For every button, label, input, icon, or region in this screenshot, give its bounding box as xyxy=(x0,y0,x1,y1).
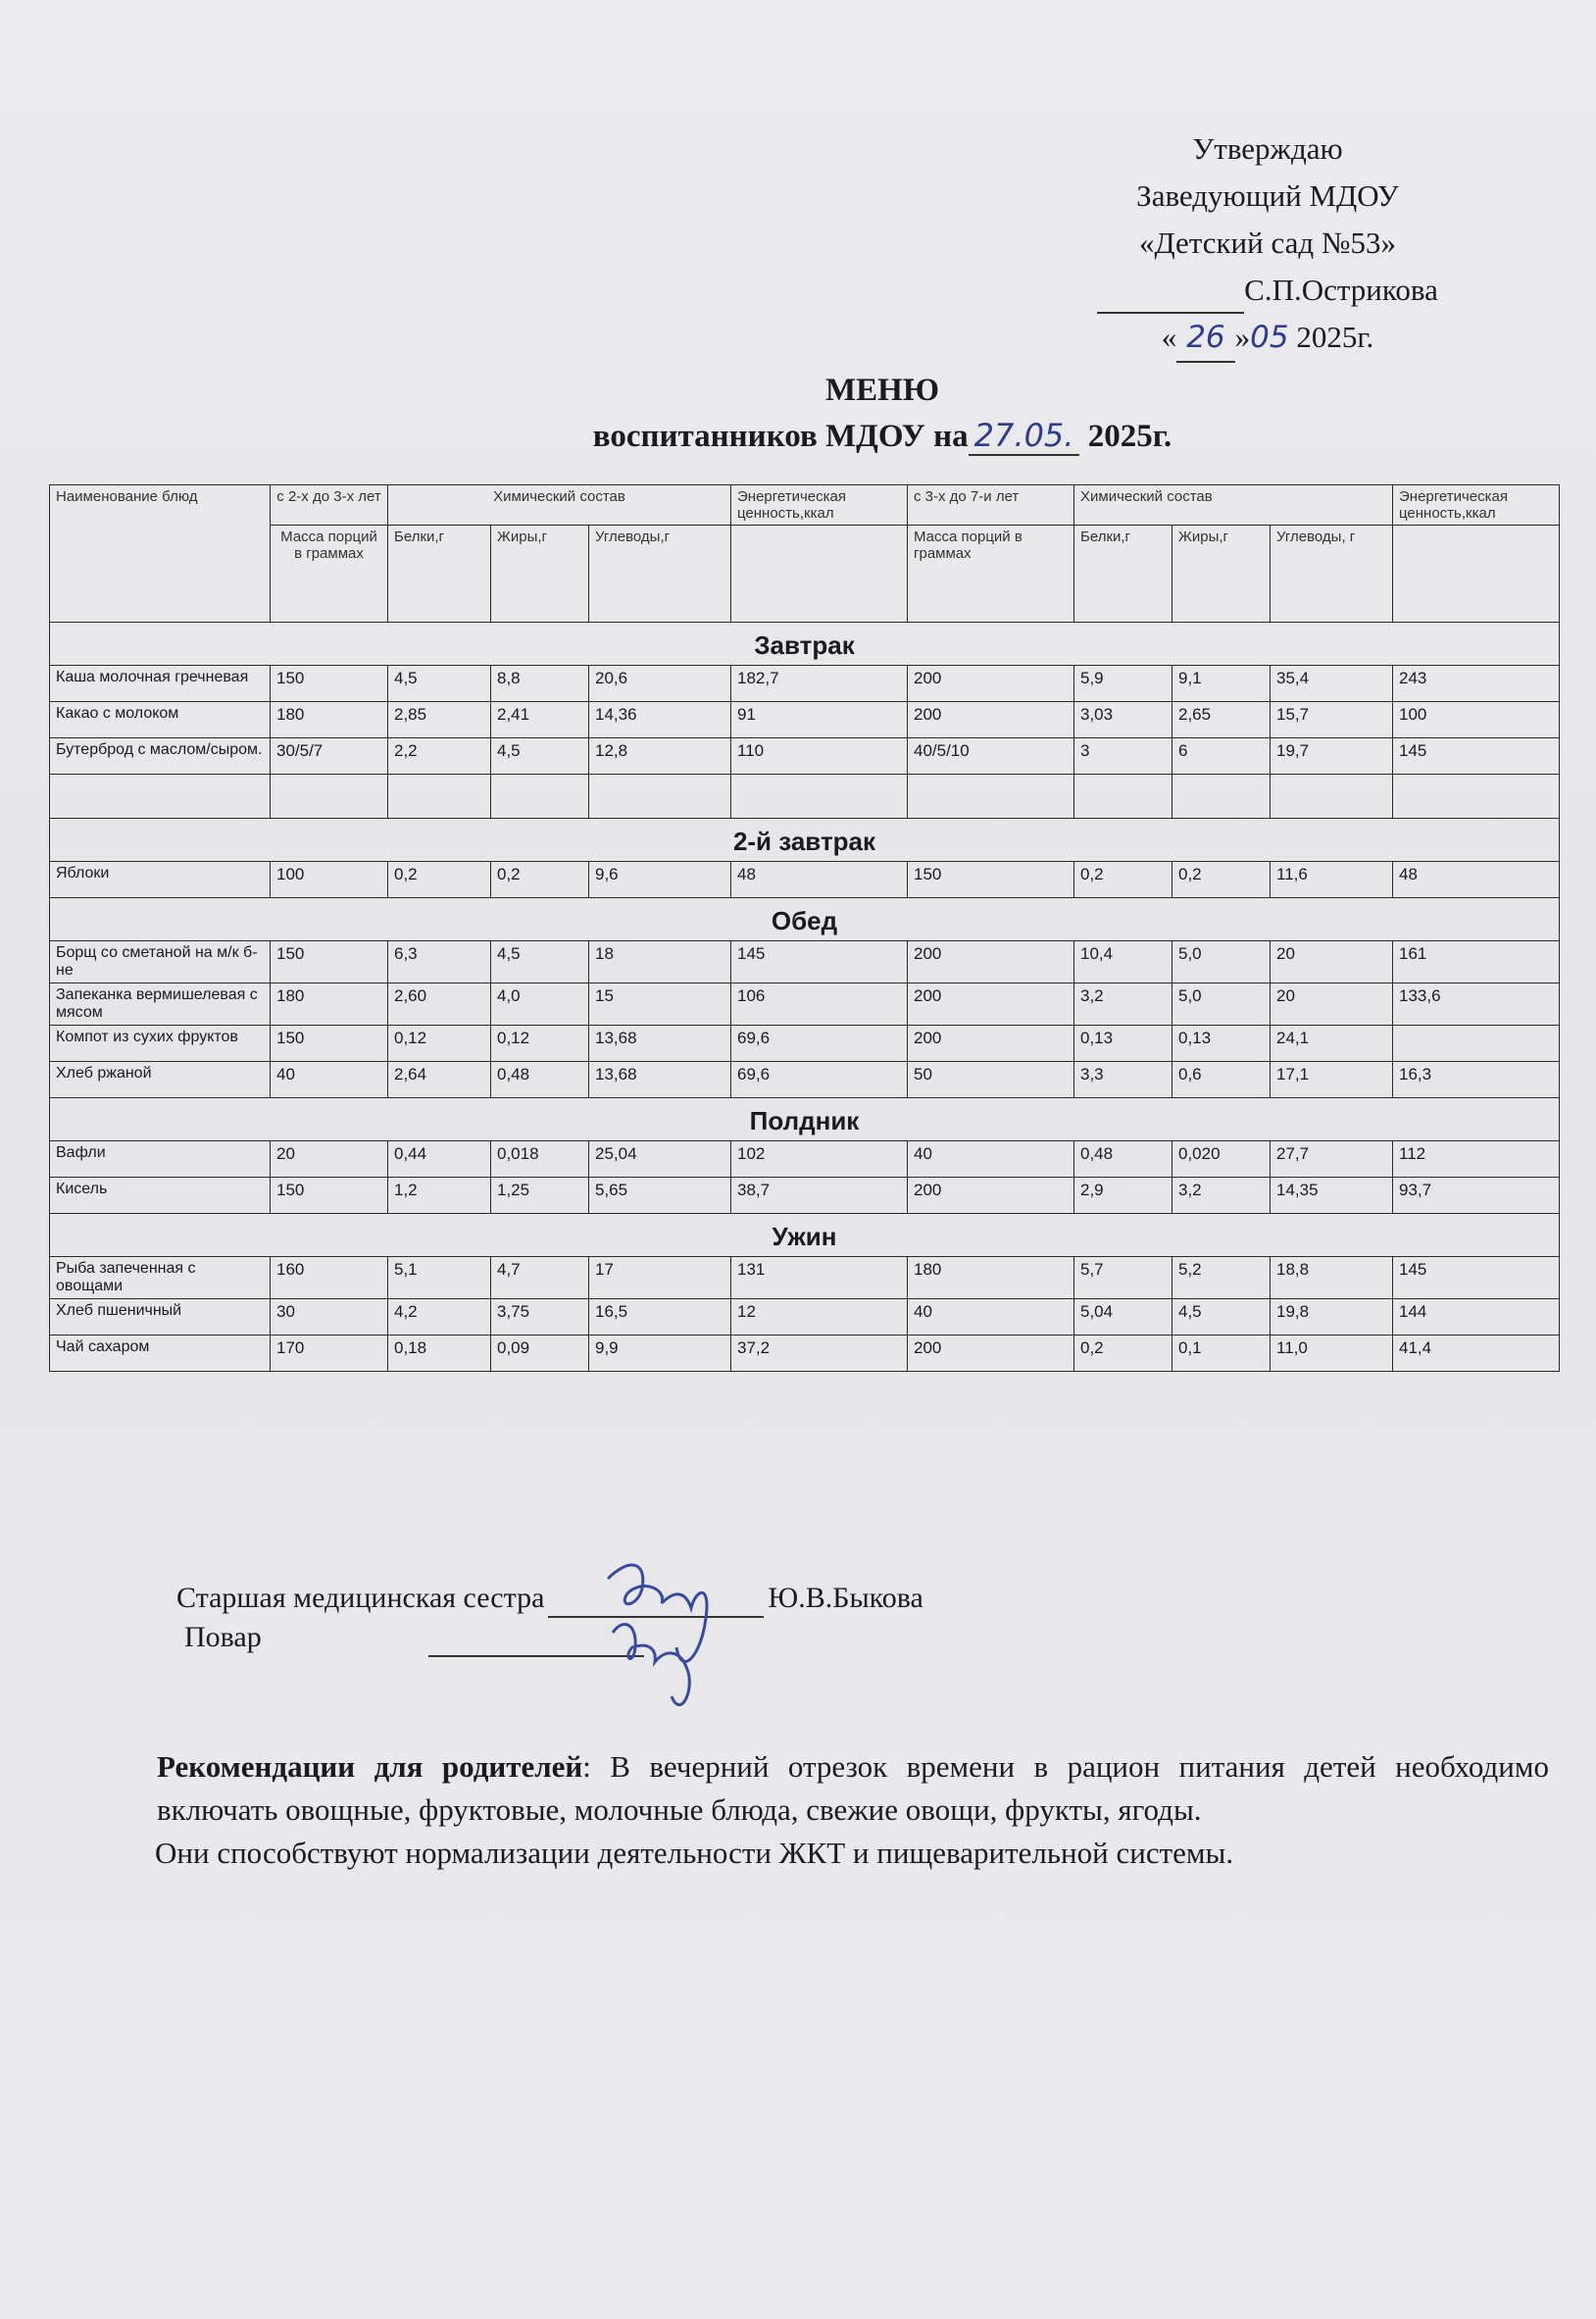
menu-table xyxy=(49,484,1560,1372)
value-cell: 6,3 xyxy=(388,941,491,983)
dish-name-cell: Каша молочная гречневая xyxy=(50,666,271,702)
value-cell: 112 xyxy=(1393,1141,1560,1178)
nurse-label: Старшая медицинская сестра xyxy=(176,1582,545,1614)
nurse-signature-row xyxy=(176,1579,923,1618)
value-cell: 18 xyxy=(589,941,731,983)
dish-name-cell xyxy=(50,775,271,819)
value-cell: 0,44 xyxy=(388,1141,491,1178)
value-cell: 20,6 xyxy=(589,666,731,702)
value-cell: 2,65 xyxy=(1172,702,1271,738)
date-quote-open: « xyxy=(1161,320,1177,354)
signature-line xyxy=(1097,284,1244,314)
value-cell: 5,2 xyxy=(1172,1257,1271,1299)
value-cell: 4,5 xyxy=(491,941,589,983)
value-cell: 4,5 xyxy=(1172,1299,1271,1336)
dish-name-cell: Запеканка вермишелевая с мясом xyxy=(50,983,271,1026)
dish-name-cell: Бутерброд с маслом/сыром. xyxy=(50,738,271,775)
value-cell: 0,18 xyxy=(388,1336,491,1372)
value-cell: 5,65 xyxy=(589,1178,731,1214)
value-cell: 10,4 xyxy=(1074,941,1172,983)
value-cell: 3,3 xyxy=(1074,1062,1172,1098)
value-cell: 200 xyxy=(908,983,1074,1026)
menu-title xyxy=(0,373,1596,409)
value-cell: 102 xyxy=(731,1141,908,1178)
value-cell: 40/5/10 xyxy=(908,738,1074,775)
value-cell: 161 xyxy=(1393,941,1560,983)
value-cell: 0,48 xyxy=(1074,1141,1172,1178)
recommendations-text: : В вечерний отрезок времени в рацион питания детей необходимо включать овощные, фруктовые, молочные блюда, свежие овощи, фрукты, ягоды. xyxy=(157,1749,1549,1827)
header-fat2: Жиры,г xyxy=(1172,526,1271,623)
approval-block xyxy=(993,126,1542,363)
dish-name-cell: Чай сахаром xyxy=(50,1336,271,1372)
value-cell: 9,1 xyxy=(1172,666,1271,702)
value-cell: 19,7 xyxy=(1271,738,1393,775)
dish-name-cell: Рыба запеченная с овощами xyxy=(50,1257,271,1299)
table-row xyxy=(50,738,1560,775)
recommendations-label: Рекомендации для родителей xyxy=(157,1749,583,1784)
menu-title-text: МЕНЮ xyxy=(825,373,939,408)
value-cell: 40 xyxy=(271,1062,388,1098)
value-cell: 4,5 xyxy=(388,666,491,702)
value-cell: 145 xyxy=(1393,1257,1560,1299)
table-row xyxy=(50,702,1560,738)
value-cell: 5,9 xyxy=(1074,666,1172,702)
value-cell: 2,85 xyxy=(388,702,491,738)
value-cell: 19,8 xyxy=(1271,1299,1393,1336)
section-title: Ужин xyxy=(50,1214,1560,1257)
table-row xyxy=(50,666,1560,702)
value-cell: 144 xyxy=(1393,1299,1560,1336)
value-cell: 9,6 xyxy=(589,862,731,898)
nurse-name: Ю.В.Быкова xyxy=(768,1582,923,1614)
value-cell: 3 xyxy=(1074,738,1172,775)
table-row xyxy=(50,1062,1560,1098)
section-title: 2-й завтрак xyxy=(50,819,1560,862)
value-cell: 106 xyxy=(731,983,908,1026)
value-cell: 3,2 xyxy=(1172,1178,1271,1214)
table-row xyxy=(50,775,1560,819)
value-cell: 8,8 xyxy=(491,666,589,702)
value-cell: 41,4 xyxy=(1393,1336,1560,1372)
value-cell: 30/5/7 xyxy=(271,738,388,775)
value-cell: 16,5 xyxy=(589,1299,731,1336)
value-cell: 20 xyxy=(1271,983,1393,1026)
value-cell: 180 xyxy=(271,983,388,1026)
value-cell: 3,75 xyxy=(491,1299,589,1336)
value-cell: 0,2 xyxy=(491,862,589,898)
value-cell: 14,35 xyxy=(1271,1178,1393,1214)
approval-position: Заведующий МДОУ xyxy=(1136,178,1399,213)
handwritten-signature xyxy=(588,1549,735,1726)
table-row xyxy=(50,1299,1560,1336)
approval-date-month: 05 xyxy=(1250,320,1289,355)
value-cell: 38,7 xyxy=(731,1178,908,1214)
header-age1: с 2-х до 3-х лет xyxy=(271,485,388,526)
value-cell: 20 xyxy=(1271,941,1393,983)
cook-label: Повар xyxy=(184,1621,262,1653)
approval-title: Утверждаю xyxy=(1192,131,1343,166)
value-cell: 0,12 xyxy=(388,1026,491,1062)
value-cell: 48 xyxy=(731,862,908,898)
value-cell: 11,6 xyxy=(1271,862,1393,898)
value-cell: 50 xyxy=(908,1062,1074,1098)
value-cell: 3,2 xyxy=(1074,983,1172,1026)
value-cell: 40 xyxy=(908,1299,1074,1336)
dish-name-cell: Хлеб пшеничный xyxy=(50,1299,271,1336)
value-cell: 15 xyxy=(589,983,731,1026)
value-cell: 1,25 xyxy=(491,1178,589,1214)
value-cell: 91 xyxy=(731,702,908,738)
value-cell: 69,6 xyxy=(731,1062,908,1098)
value-cell: 69,6 xyxy=(731,1026,908,1062)
value-cell: 182,7 xyxy=(731,666,908,702)
value-cell: 48 xyxy=(1393,862,1560,898)
header-fat1: Жиры,г xyxy=(491,526,589,623)
value-cell: 5,0 xyxy=(1172,941,1271,983)
value-cell: 4,5 xyxy=(491,738,589,775)
value-cell: 180 xyxy=(271,702,388,738)
table-row xyxy=(50,1336,1560,1372)
value-cell: 131 xyxy=(731,1257,908,1299)
value-cell xyxy=(1172,775,1271,819)
value-cell: 2,41 xyxy=(491,702,589,738)
signatures-block xyxy=(176,1579,923,1657)
value-cell: 24,1 xyxy=(1271,1026,1393,1062)
value-cell: 1,2 xyxy=(388,1178,491,1214)
value-cell: 0,48 xyxy=(491,1062,589,1098)
value-cell: 0,13 xyxy=(1172,1026,1271,1062)
value-cell: 0,1 xyxy=(1172,1336,1271,1372)
section-row xyxy=(50,623,1560,666)
value-cell: 13,68 xyxy=(589,1026,731,1062)
value-cell xyxy=(1271,775,1393,819)
value-cell: 14,36 xyxy=(589,702,731,738)
value-cell: 4,0 xyxy=(491,983,589,1026)
value-cell: 200 xyxy=(908,1336,1074,1372)
value-cell: 16,3 xyxy=(1393,1062,1560,1098)
header-prot2: Белки,г xyxy=(1074,526,1172,623)
approval-date xyxy=(993,314,1542,363)
approval-date-day: 26 xyxy=(1186,320,1225,355)
value-cell: 30 xyxy=(271,1299,388,1336)
cook-signature-row xyxy=(176,1618,923,1657)
value-cell xyxy=(589,775,731,819)
value-cell: 100 xyxy=(271,862,388,898)
dish-name-cell: Кисель xyxy=(50,1178,271,1214)
value-cell: 2,64 xyxy=(388,1062,491,1098)
value-cell: 5,0 xyxy=(1172,983,1271,1026)
approval-signer: С.П.Острикова xyxy=(1244,273,1438,307)
value-cell: 9,9 xyxy=(589,1336,731,1372)
table-subheader-row xyxy=(50,526,1560,623)
value-cell: 3,03 xyxy=(1074,702,1172,738)
header-carb2: Углеводы, г xyxy=(1271,526,1393,623)
value-cell xyxy=(388,775,491,819)
dish-name-cell: Вафли xyxy=(50,1141,271,1178)
value-cell: 2,2 xyxy=(388,738,491,775)
value-cell: 145 xyxy=(1393,738,1560,775)
header-energy2: Энергетическая ценность,ккал xyxy=(1393,485,1560,526)
dish-name-cell: Какао с молоком xyxy=(50,702,271,738)
header-chem1: Химический состав xyxy=(388,485,731,526)
value-cell: 40 xyxy=(908,1141,1074,1178)
value-cell: 200 xyxy=(908,1178,1074,1214)
value-cell: 12,8 xyxy=(589,738,731,775)
header-age2: с 3-х до 7-и лет xyxy=(908,485,1074,526)
value-cell: 17,1 xyxy=(1271,1062,1393,1098)
value-cell: 5,04 xyxy=(1074,1299,1172,1336)
value-cell: 0,13 xyxy=(1074,1026,1172,1062)
value-cell: 0,2 xyxy=(1172,862,1271,898)
menu-year: 2025г. xyxy=(1087,419,1172,454)
dish-name-cell: Компот из сухих фруктов xyxy=(50,1026,271,1062)
value-cell: 150 xyxy=(271,666,388,702)
header-mass1: Масса порций в граммах xyxy=(271,526,388,623)
header-chem2: Химический состав xyxy=(1074,485,1393,526)
value-cell xyxy=(731,775,908,819)
value-cell: 200 xyxy=(908,666,1074,702)
value-cell: 133,6 xyxy=(1393,983,1560,1026)
value-cell: 2,9 xyxy=(1074,1178,1172,1214)
value-cell xyxy=(491,775,589,819)
table-row xyxy=(50,983,1560,1026)
value-cell: 150 xyxy=(271,941,388,983)
value-cell: 11,0 xyxy=(1271,1336,1393,1372)
approval-date-year: 2025г. xyxy=(1296,320,1374,354)
approval-signer-line xyxy=(993,267,1542,314)
table-row xyxy=(50,1026,1560,1062)
dish-name-cell: Яблоки xyxy=(50,862,271,898)
value-cell: 25,04 xyxy=(589,1141,731,1178)
section-row xyxy=(50,898,1560,941)
dish-name-cell: Хлеб ржаной xyxy=(50,1062,271,1098)
value-cell: 5,1 xyxy=(388,1257,491,1299)
value-cell: 93,7 xyxy=(1393,1178,1560,1214)
table-row xyxy=(50,1178,1560,1214)
header-mass2: Масса порций в граммах xyxy=(908,526,1074,623)
menu-body xyxy=(50,623,1560,1372)
header-energy2-blank xyxy=(1393,526,1560,623)
value-cell xyxy=(1393,1026,1560,1062)
section-row xyxy=(50,819,1560,862)
table-row xyxy=(50,941,1560,983)
value-cell: 100 xyxy=(1393,702,1560,738)
value-cell: 0,2 xyxy=(388,862,491,898)
header-energy1-blank xyxy=(731,526,908,623)
value-cell: 150 xyxy=(271,1026,388,1062)
value-cell: 0,6 xyxy=(1172,1062,1271,1098)
value-cell: 0,09 xyxy=(491,1336,589,1372)
value-cell xyxy=(908,775,1074,819)
value-cell: 0,020 xyxy=(1172,1141,1271,1178)
header-prot1: Белки,г xyxy=(388,526,491,623)
value-cell: 17 xyxy=(589,1257,731,1299)
approval-organization: «Детский сад №53» xyxy=(1139,226,1396,260)
value-cell: 170 xyxy=(271,1336,388,1372)
value-cell xyxy=(271,775,388,819)
recommendations-paragraph xyxy=(157,1745,1549,1832)
dish-name-cell: Борщ со сметаной на м/к б-не xyxy=(50,941,271,983)
value-cell: 13,68 xyxy=(589,1062,731,1098)
menu-subtitle-text: воспитанников МДОУ на xyxy=(592,419,969,454)
table-row xyxy=(50,1141,1560,1178)
value-cell: 2,60 xyxy=(388,983,491,1026)
value-cell: 12 xyxy=(731,1299,908,1336)
value-cell: 5,7 xyxy=(1074,1257,1172,1299)
value-cell: 0,12 xyxy=(491,1026,589,1062)
value-cell: 150 xyxy=(908,862,1074,898)
value-cell: 200 xyxy=(908,702,1074,738)
value-cell: 20 xyxy=(271,1141,388,1178)
header-carb1: Углеводы,г xyxy=(589,526,731,623)
section-row xyxy=(50,1214,1560,1257)
value-cell: 243 xyxy=(1393,666,1560,702)
section-title: Обед xyxy=(50,898,1560,941)
value-cell: 110 xyxy=(731,738,908,775)
table-row xyxy=(50,862,1560,898)
header-dish: Наименование блюд xyxy=(50,485,271,623)
recommendations xyxy=(157,1745,1549,1875)
value-cell: 160 xyxy=(271,1257,388,1299)
table-row xyxy=(50,1257,1560,1299)
menu-subtitle xyxy=(0,417,1596,455)
value-cell: 0,018 xyxy=(491,1141,589,1178)
value-cell: 35,4 xyxy=(1271,666,1393,702)
value-cell: 150 xyxy=(271,1178,388,1214)
value-cell xyxy=(1393,775,1560,819)
value-cell: 4,7 xyxy=(491,1257,589,1299)
value-cell: 0,2 xyxy=(1074,862,1172,898)
value-cell: 0,2 xyxy=(1074,1336,1172,1372)
value-cell: 200 xyxy=(908,1026,1074,1062)
table-header-row xyxy=(50,485,1560,526)
menu-date: 27.05. xyxy=(969,417,1080,456)
header-energy1: Энергетическая ценность,ккал xyxy=(731,485,908,526)
value-cell: 200 xyxy=(908,941,1074,983)
value-cell: 27,7 xyxy=(1271,1141,1393,1178)
value-cell: 6 xyxy=(1172,738,1271,775)
value-cell: 18,8 xyxy=(1271,1257,1393,1299)
section-title: Полдник xyxy=(50,1098,1560,1141)
value-cell: 37,2 xyxy=(731,1336,908,1372)
value-cell: 15,7 xyxy=(1271,702,1393,738)
section-row xyxy=(50,1098,1560,1141)
recommendations-paragraph-2: Они способствуют нормализации деятельности ЖКТ и пищеварительной системы. xyxy=(155,1836,1234,1870)
value-cell xyxy=(1074,775,1172,819)
value-cell: 180 xyxy=(908,1257,1074,1299)
section-title: Завтрак xyxy=(50,623,1560,666)
date-quote-close: » xyxy=(1234,320,1251,354)
value-cell: 145 xyxy=(731,941,908,983)
value-cell: 4,2 xyxy=(388,1299,491,1336)
